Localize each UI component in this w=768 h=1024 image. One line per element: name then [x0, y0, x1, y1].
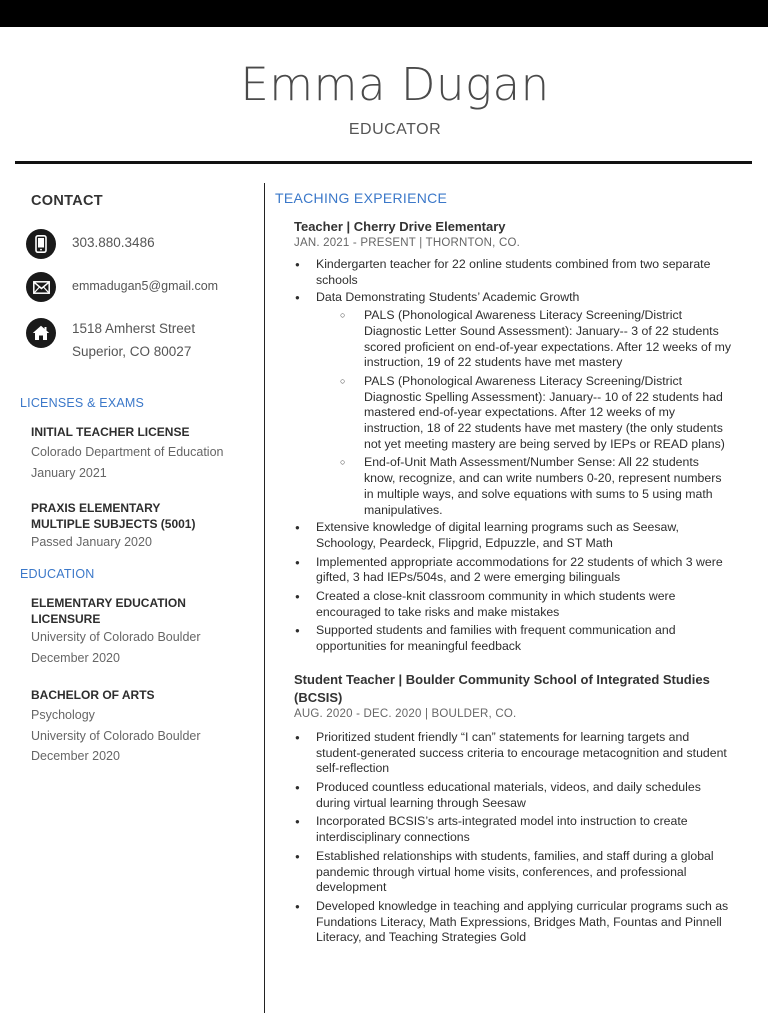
- education-title: BACHELOR OF ARTS: [31, 688, 155, 702]
- education-school: University of Colorado Boulder: [31, 728, 201, 743]
- license-title: INITIAL TEACHER LICENSE: [31, 425, 190, 439]
- list-item-text: Data Demonstrating Students’ Academic Growth: [316, 290, 580, 305]
- job-meta: JAN. 2021 - PRESENT | THORNTON, CO.: [294, 237, 520, 249]
- exam-result: Passed January 2020: [31, 535, 152, 549]
- list-item: ● Extensive knowledge of digital learning programs such as Seesaw, Schoology, Peardeck, Flipgrid, Edpuzzle, and ST Math: [294, 520, 724, 551]
- license-item: [31, 424, 259, 483]
- experience-section: [275, 190, 745, 946]
- address-line-2: Superior, CO 80027: [72, 344, 192, 359]
- contact-phone-row: [26, 229, 155, 259]
- education-date: December 2020: [31, 650, 120, 665]
- header-divider: [15, 161, 752, 164]
- contact-address-row: [26, 317, 195, 363]
- list-item: ● Supported students and families with frequent communication and opportunities for meaningful feedback: [294, 623, 724, 654]
- licenses-heading: LICENSES & EXAMS: [20, 396, 145, 410]
- job-meta: AUG. 2020 - DEC. 2020 | BOULDER, CO.: [294, 707, 517, 720]
- job-title: Teacher | Cherry Drive Elementary: [294, 219, 506, 234]
- education-item: [31, 595, 259, 668]
- sub-list-item: ○ End-of-Unit Math Assessment/Number Sense: All 22 students know, recognize, and can write numbers 0-20, represent numbers in multiple ways, and solve equations with sums to 5 using math manipulatives.: [340, 455, 732, 518]
- candidate-role: EDUCATOR: [348, 121, 442, 138]
- phone-number[interactable]: 303.880.3486: [72, 235, 155, 250]
- top-bar: [0, 0, 768, 27]
- email-address[interactable]: [72, 274, 218, 298]
- sub-bullets: [340, 308, 745, 518]
- candidate-name: Emma Dugan: [240, 58, 550, 111]
- job-bullets: [294, 257, 745, 655]
- education-item: [31, 687, 259, 767]
- list-item: ● Created a close-knit classroom community in which students were encouraged to take risks and make mistakes: [294, 589, 724, 620]
- email-text[interactable]: emmadugan5@gmail.com: [72, 279, 219, 293]
- home-icon: [26, 318, 56, 348]
- phone-icon: [26, 229, 56, 259]
- education-date: December 2020: [31, 749, 120, 763]
- address-line-1: 1518 Amherst Street: [72, 321, 196, 336]
- list-item: ● Implemented appropriate accommodations for 22 students of which 3 were gifted, 3 had IEPs/504s, and 2 were emerging bilinguals: [294, 555, 724, 586]
- job-bullets: [294, 730, 745, 946]
- license-issuer: Colorado Department of Education: [31, 445, 224, 459]
- list-item: ● Prioritized student friendly “I can” statements for learning targets and student-generated success criteria to encourage metacognition and student self-reflection: [294, 730, 734, 777]
- education-school: University of Colorado Boulder: [31, 630, 201, 644]
- list-item: ● Incorporated BCSIS’s arts-integrated model into instruction to create interdisciplinary connections: [294, 814, 724, 845]
- exam-item: [31, 500, 259, 553]
- sub-list-item: ○ PALS (Phonological Awareness Literacy Screening/District Diagnostic Letter Sound Assessment): January-- 3 of 22 students scored proficient on end-of-year expectations. After 12 weeks of my instruction, 19 of 22 students have met mastery: [340, 308, 732, 371]
- education-major: Psychology: [31, 708, 95, 722]
- sub-list-item: ○ PALS (Phonological Awareness Literacy Screening/District Diagnostic Spelling Assessment): January-- 10 of 22 students had mastered end-of-year expectations. After 12 weeks of my instruction, 18 of 22 students have met mastery (the only students not yet meeting mastery are being served by IEPs or READ plans): [340, 374, 732, 453]
- column-divider: [264, 183, 265, 1013]
- job-title: Student Teacher | Boulder Community School of Integrated Studies (BCSIS): [294, 671, 710, 705]
- license-date: January 2021: [31, 465, 107, 480]
- job-entry: [275, 671, 745, 946]
- list-item: [294, 290, 745, 518]
- education-title: ELEMENTARY EDUCATION LICENSURE: [31, 596, 186, 626]
- job-entry: [275, 218, 745, 655]
- mail-icon: [26, 272, 56, 302]
- contact-heading: CONTACT: [31, 193, 103, 209]
- list-item: ● Developed knowledge in teaching and applying curricular programs such as Fundations Literacy, Math Expressions, Bridges Math, Fountas and Pinnell Literacy, and Teaching Strategies Gold: [294, 899, 734, 946]
- list-item: ● Produced countless educational materials, videos, and daily schedules during virtual learning through Seesaw: [294, 780, 724, 811]
- education-heading: EDUCATION: [20, 567, 95, 581]
- exam-title: PRAXIS ELEMENTARY MULTIPLE SUBJECTS (5001): [31, 501, 196, 531]
- address: [72, 317, 195, 363]
- list-item: ● Kindergarten teacher for 22 online students combined from two separate schools: [294, 257, 724, 288]
- experience-heading: TEACHING EXPERIENCE: [275, 190, 448, 206]
- list-item: ● Established relationships with students, families, and staff during a global pandemic through virtual home visits, conferences, and professional development: [294, 849, 734, 896]
- contact-email-row: [26, 272, 218, 302]
